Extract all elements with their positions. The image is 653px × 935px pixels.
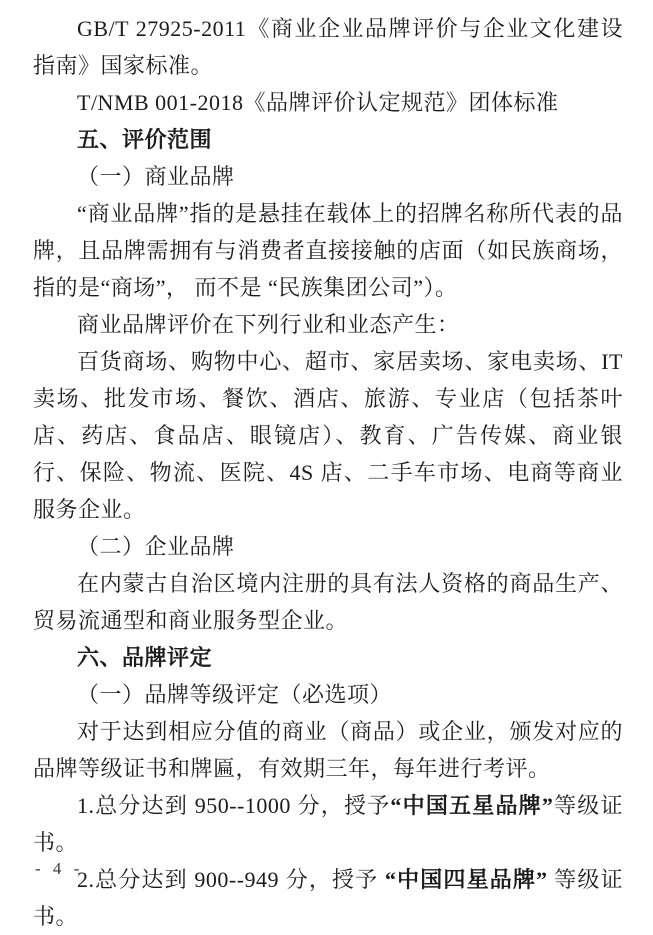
paragraph-industries-intro: 商业品牌评价在下列行业和业态产生：	[77, 312, 460, 337]
paragraph-standard-tnmb: T/NMB 001-2018《品牌评价认定规范》团体标准	[77, 90, 559, 115]
document-page	[33, 10, 623, 935]
paragraph-certificate-validity: 对于达到相应分值的商业（商品）或企业，颁发对应的品牌等级证书和牌匾，有效期三年，每年进行考评。	[33, 719, 623, 781]
five-star-rule-suffix: 等级证书。	[33, 793, 623, 855]
paragraph-four-star-rule	[33, 861, 623, 935]
paragraph-five-star-rule	[33, 787, 623, 861]
four-star-brand-name: “中国四星品牌”	[384, 867, 548, 892]
paragraph-enterprise-brand-definition: 在内蒙古自治区境内注册的具有法人资格的商品生产、贸易流通型和商业服务型企业。	[33, 571, 623, 633]
five-star-brand-name: “中国五星品牌”	[390, 793, 554, 818]
four-star-rule-suffix: 等级证书。	[33, 867, 623, 929]
five-star-rule-prefix: 1.总分达到 950--1000 分，授予	[77, 793, 391, 818]
section-heading-evaluation-scope: 五、评价范围	[77, 127, 213, 152]
paragraph-standard-gbt: GB/T 27925-2011《商业企业品牌评价与企业文化建设指南》国家标准。	[33, 16, 623, 78]
sub-heading-commercial-brand: （一）商业品牌	[77, 164, 235, 189]
four-star-rule-prefix: 2.总分达到 900--949 分，授予	[77, 867, 385, 892]
section-heading-brand-rating: 六、品牌评定	[77, 645, 213, 670]
page-number: - 4 -	[35, 859, 84, 878]
sub-heading-brand-grade-rating: （一）品牌等级评定（必选项）	[77, 682, 393, 707]
paragraph-commercial-brand-definition: “商业品牌”指的是悬挂在载体上的招牌名称所代表的品牌，且品牌需拥有与消费者直接接触的店面（如民族商场，指的是“商场”， 而不是 “民族集团公司”）。	[33, 201, 623, 300]
paragraph-industries-list: 百货商场、购物中心、超市、家居卖场、家电卖场、IT 卖场、批发市场、餐饮、酒店、旅游、专业店（包括茶叶店、药店、食品店、眼镜店）、教育、广告传媒、商业银行、保险、物流、医院、4S 店、二手车市场、电商等商业服务企业。	[33, 349, 623, 522]
sub-heading-enterprise-brand: （二）企业品牌	[77, 534, 235, 559]
